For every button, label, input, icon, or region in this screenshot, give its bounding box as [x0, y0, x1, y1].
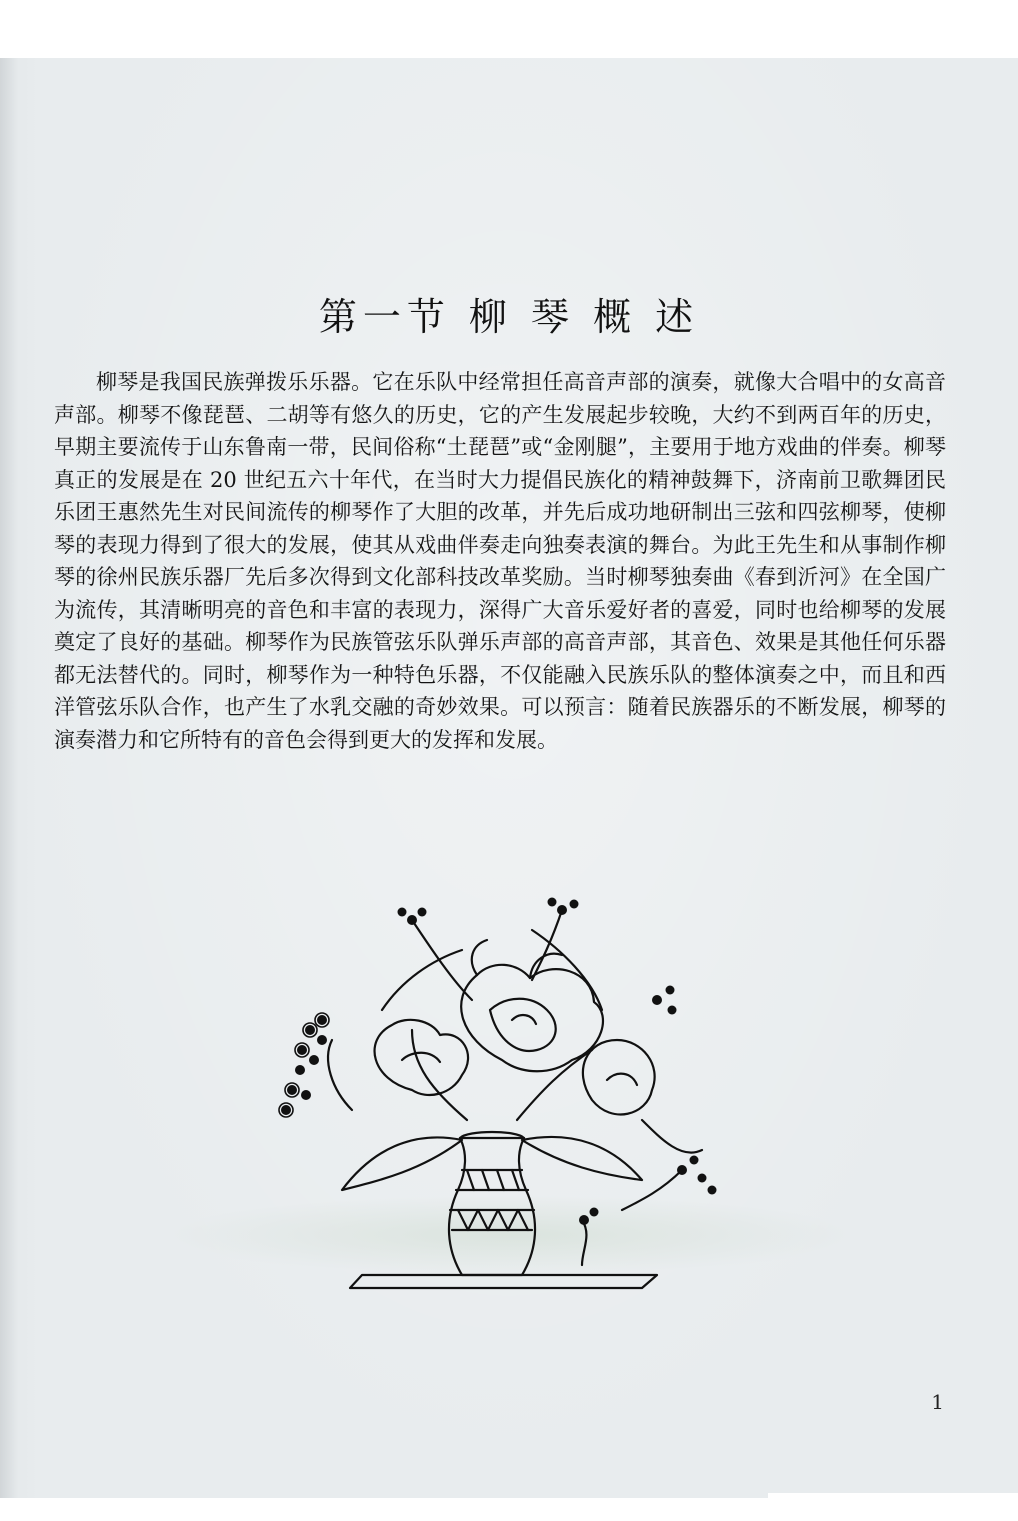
body-paragraph: 柳琴是我国民族弹拨乐乐器。它在乐队中经常担任高音声部的演奏，就像大合唱中的女高音声部。柳琴不像琵琶、二胡等有悠久的历史，它的产生发展起步较晚，大约不到两百年的历史，早期主要流传于山东鲁南一带，民间俗称“土琵琶”或“金刚腿”，主要用于地方戏曲的伴奏。柳琴真正的发展是在 20 世纪五六十年代，在当时大力提倡民族化的精神鼓舞下，济南前卫歌舞团民乐团王惠然先生对民间流传的柳琴作了大胆的改革，并先后成功地研制出三弦和四弦柳琴，使柳琴的表现力得到了很大的发展，使其从戏曲伴奏走向独奏表演的舞台。为此王先生和从事制作柳琴的徐州民族乐器厂先后多次得到文化部科技改革奖励。当时柳琴独奏曲《春到沂河》在全国广为流传，其清晰明亮的音色和丰富的表现力，深得广大音乐爱好者的喜爱，同时也给柳琴的发展奠定了良好的基础。柳琴作为民族管弦乐队弹乐声部的高音声部，其音色、效果是其他任何乐器都无法替代的。同时，柳琴作为一种特色乐器，不仅能融入民族乐队的整体演奏之中，而且和西洋管弦乐队合作，也产生了水乳交融的奇妙效果。可以预言：随着民族器乐的不断发展，柳琴的演奏潜力和它所特有的音色会得到更大的发挥和发展。: [54, 370, 946, 752]
scan-margin-bottom-right: [768, 1493, 1018, 1521]
scan-margin-top: [384, 0, 974, 18]
scan-margin-top-left: [0, 0, 268, 58]
page-number: 1: [931, 1390, 944, 1414]
flower-vase-icon: [262, 890, 742, 1300]
section-title: 第一节 柳 琴 概 述: [318, 295, 700, 339]
